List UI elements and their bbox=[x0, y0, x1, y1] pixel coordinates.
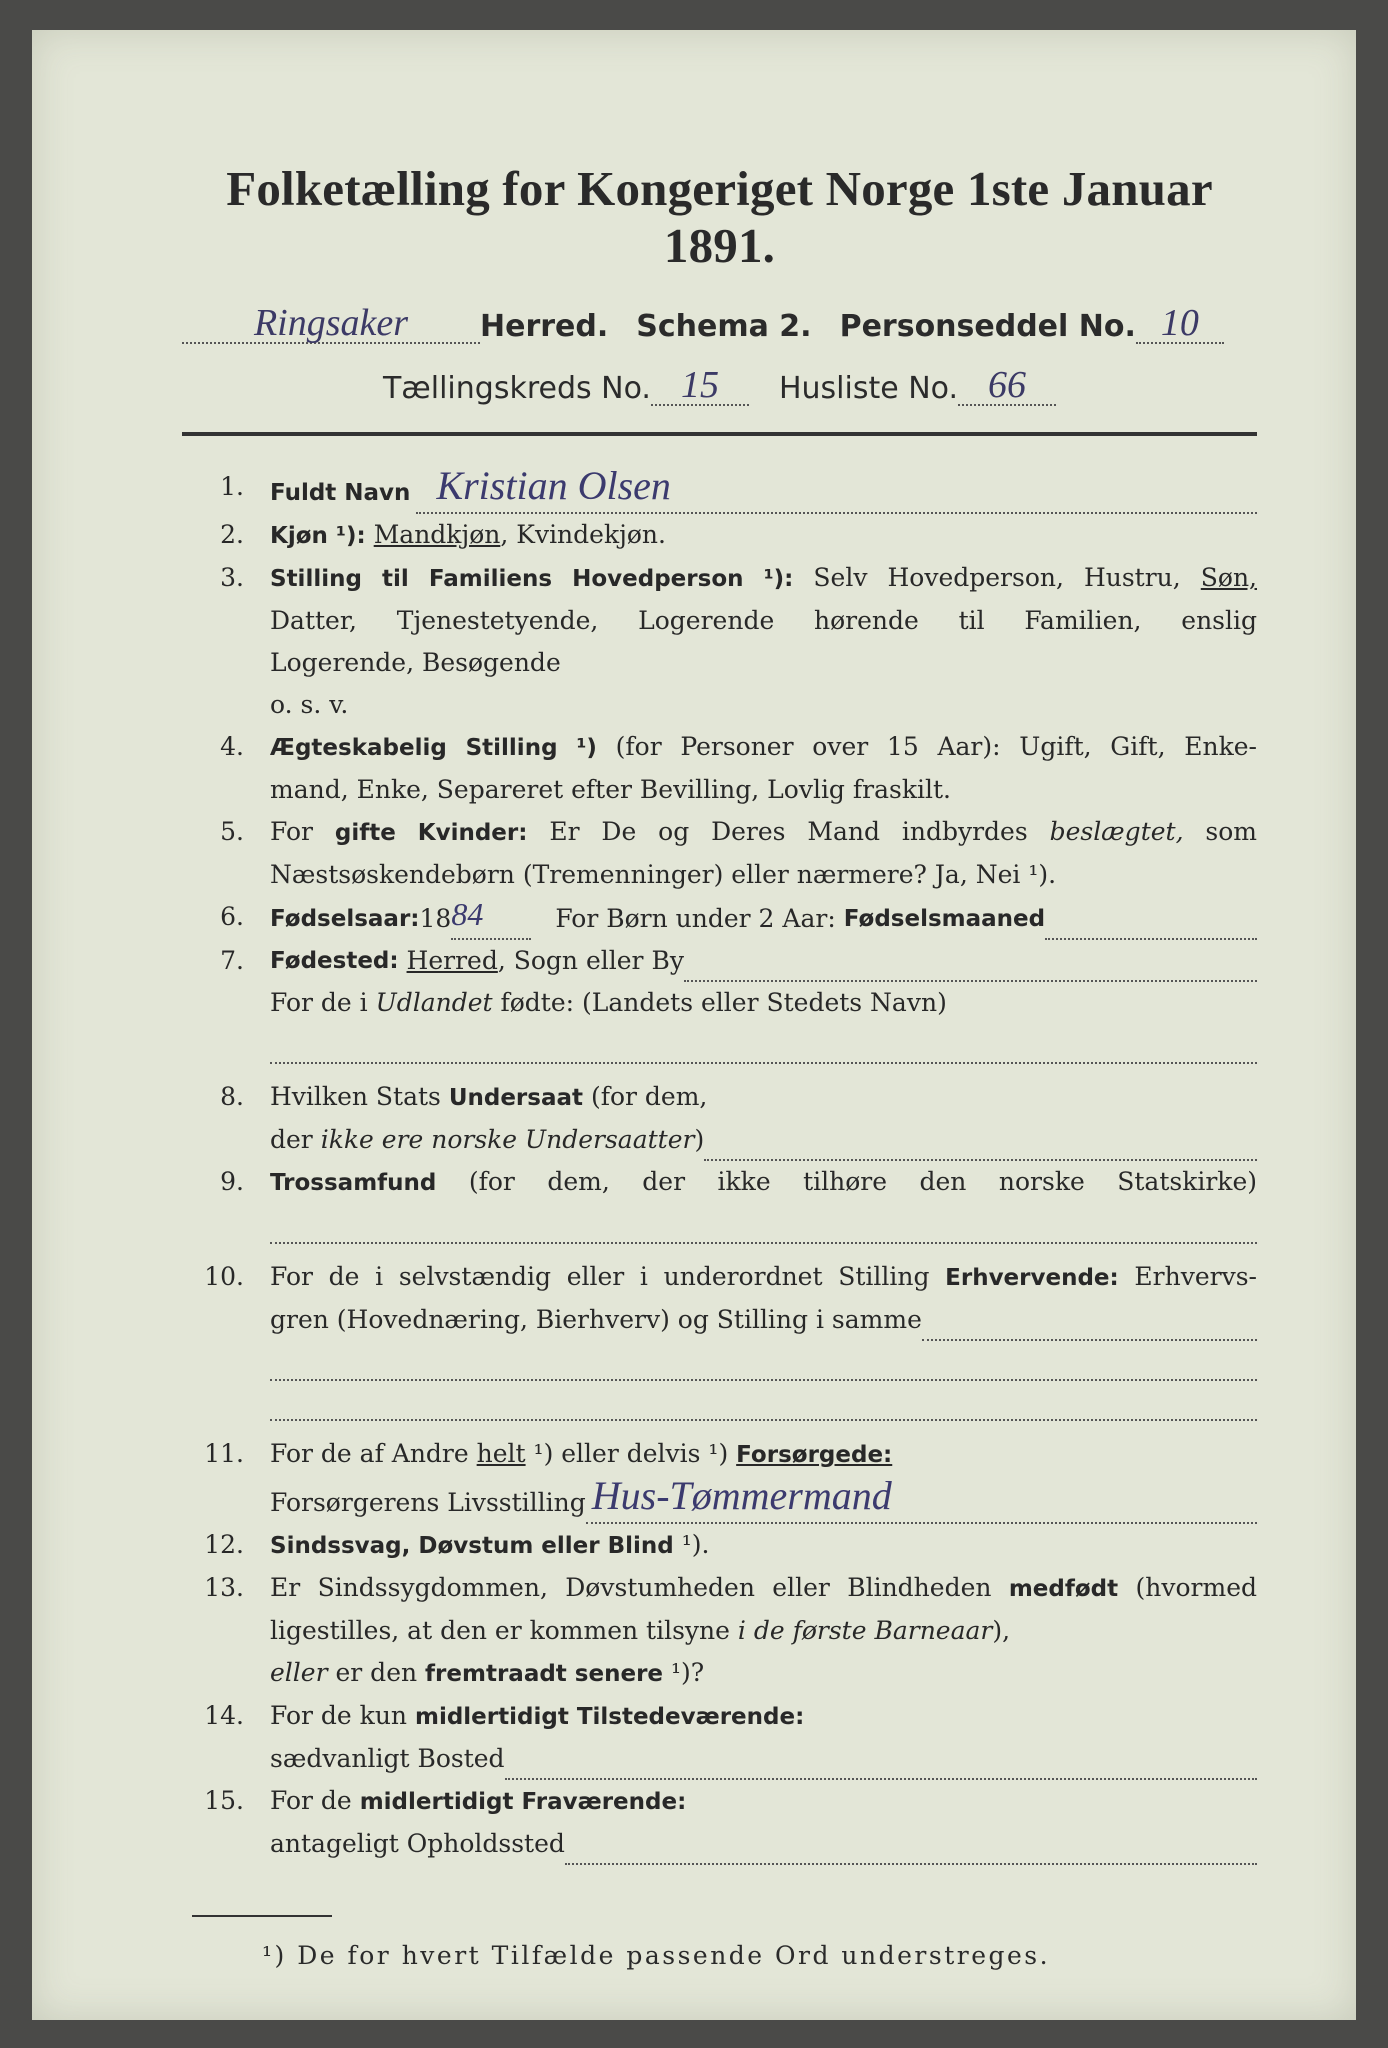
question-6: 6. Fødselsaar: 18 84 For Børn under 2 Aar: Fødselsmaaned bbox=[182, 896, 1257, 940]
question-5: 5. For gifte Kvinder: Er De og Deres Mand indbyrdes beslægtet, som Næstsøskendebørn (Tremenninger) eller nærmere? Ja, Nei ¹). bbox=[220, 817, 1258, 889]
footnote-divider bbox=[192, 1915, 332, 1917]
herred-label: Herred. bbox=[480, 309, 609, 344]
herred-value[interactable]: Ringsaker bbox=[182, 304, 480, 344]
question-7: 7. Fødested: Herred , Sogn eller By For de i Udlandet fødte: (Landets eller Stedets Navn) bbox=[182, 940, 1257, 1024]
foreign-birthplace-field[interactable] bbox=[270, 1024, 1257, 1064]
question-1: 1. Fuldt Navn Kristian Olsen bbox=[182, 466, 1257, 514]
birthplace-option-herred[interactable]: Herred bbox=[406, 946, 498, 975]
taellingskreds-label: Tællingskreds No. bbox=[382, 371, 651, 406]
taellingskreds-number[interactable]: 15 bbox=[651, 366, 749, 406]
question-3: 3. Stilling til Familiens Hovedperson ¹): Selv Hovedperson, Hustru, Søn, Datter, Tjenestetyende, Logerende hørende til Familien, enslig Logerende, Besøgende o. s. v. bbox=[220, 563, 1257, 719]
question-2: 2. Kjøn ¹): Mandkjøn, Kvindekjøn. bbox=[220, 520, 666, 549]
question-15: 15. For de midlertidigt Fraværende: antageligt Opholdssted bbox=[182, 1780, 1257, 1865]
question-12: 12. Sindssvag, Døvstum eller Blind ¹). bbox=[204, 1530, 710, 1559]
schema-label: Schema 2. bbox=[636, 309, 812, 344]
personseddel-number[interactable]: 10 bbox=[1136, 304, 1224, 344]
position-option-son[interactable]: Søn, bbox=[1200, 563, 1257, 592]
question-14: 14. For de kun midlertidigt Tilstedeværende: sædvanligt Bosted bbox=[182, 1695, 1257, 1780]
occupation-extra-line-1[interactable] bbox=[270, 1341, 1257, 1381]
question-4: 4. Ægteskabelig Stilling ¹) (for Personer over 15 Aar): Ugift, Gift, Enke- mand, Enke, Separeret efter Bevilling, Lovlig fraskilt. bbox=[220, 732, 1257, 804]
question-13: 13. Er Sindssygdommen, Døvstumheden eller Blindheden medfødt (hvormed ligestilles, at den er kommen tilsyne i de første Barneaar), eller er den fremtraadt senere ¹)? bbox=[204, 1573, 1257, 1687]
question-11: 11. For de af Andre helt ¹) eller delvis ¹) Forsørgede: Forsørgerens Livsstilling Hus-Tømmermand bbox=[182, 1433, 1257, 1524]
question-9: 9. Trossamfund (for dem, der ikke tilhøre den norske Statskirke) bbox=[220, 1167, 1257, 1196]
header-divider bbox=[182, 432, 1257, 436]
form-title: Folketælling for Kongeriget Norge 1ste Januar 1891. bbox=[226, 161, 1213, 273]
census-form-sheet bbox=[32, 30, 1356, 2020]
gender-option-mandkjon[interactable]: Mandkjøn bbox=[373, 520, 501, 549]
occupation-field[interactable] bbox=[922, 1339, 1257, 1341]
provider-occupation-value: Hus-Tømmermand bbox=[591, 1473, 892, 1518]
occupation-extra-line-2[interactable] bbox=[270, 1381, 1257, 1421]
question-8: 8. Hvilken Stats Undersaat (for dem, der ikke ere norske Undersaatter ) bbox=[182, 1076, 1257, 1161]
personseddel-label: Personseddel No. bbox=[839, 309, 1136, 344]
support-option-helt[interactable]: helt bbox=[476, 1439, 526, 1468]
form-header-row-2 bbox=[182, 354, 1257, 406]
husliste-label: Husliste No. bbox=[778, 371, 959, 406]
gender-option-kvindekjon[interactable]: Kvindekjøn. bbox=[516, 520, 666, 549]
question-10: 10. For de i selvstændig eller i underordnet Stilling Erhvervende: Erhvervs- gren (Hovednæring, Bierhverv) og Stilling i samme bbox=[182, 1256, 1257, 1341]
form-header-row-1 bbox=[182, 288, 1257, 344]
full-name-field[interactable] bbox=[416, 463, 1257, 514]
birth-year-field[interactable]: 84 bbox=[451, 896, 531, 940]
probable-residence-field[interactable] bbox=[565, 1863, 1257, 1865]
question-list bbox=[182, 463, 1258, 1865]
footnote: ¹) De for hvert Tilfælde passende Ord understreges. bbox=[262, 1941, 1051, 1970]
form-content bbox=[182, 160, 1257, 1970]
provider-occupation-field[interactable] bbox=[586, 1473, 1257, 1524]
religion-field[interactable] bbox=[270, 1204, 1257, 1244]
full-name-value: Kristian Olsen bbox=[436, 463, 671, 508]
husliste-number[interactable]: 66 bbox=[958, 366, 1056, 406]
